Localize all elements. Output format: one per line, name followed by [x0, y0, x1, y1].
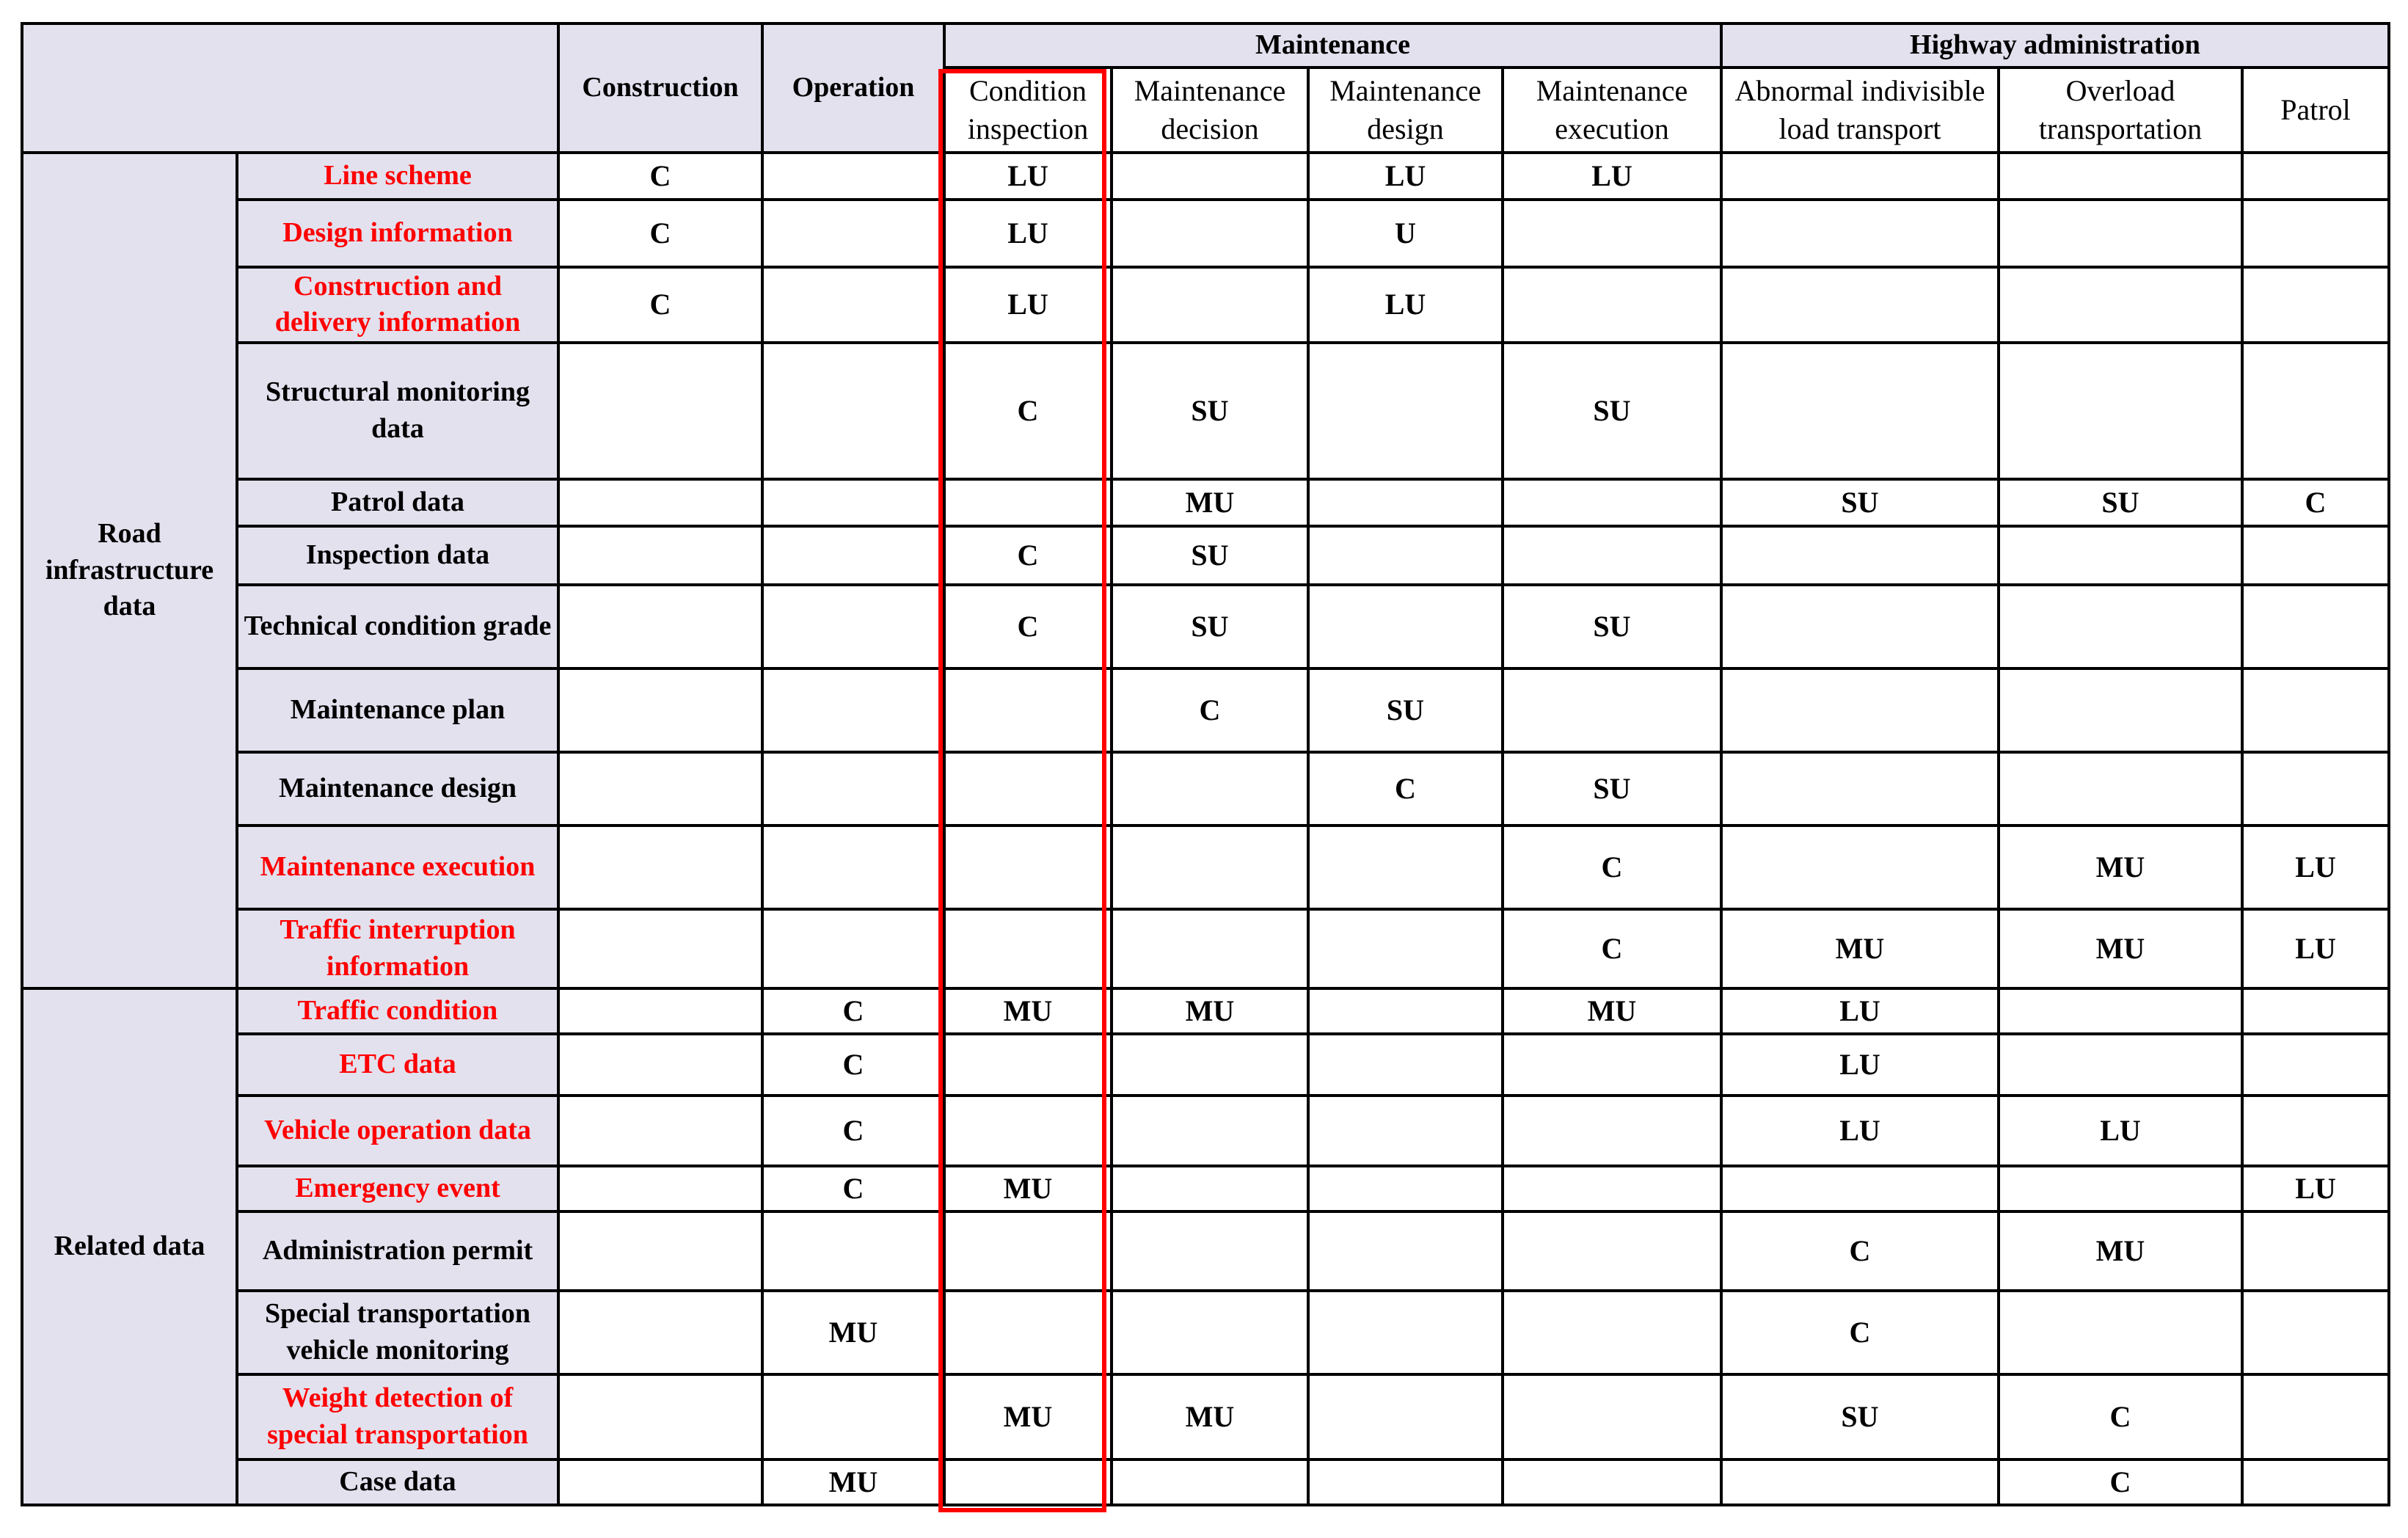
cell-construction	[558, 1459, 762, 1505]
cell-operation: C	[762, 988, 944, 1034]
cell-abnormal-load-transport	[1721, 1459, 1999, 1505]
cell-overload-transportation	[1999, 988, 2242, 1034]
cell-construction: C	[558, 200, 762, 267]
cell-maintenance-execution: MU	[1503, 988, 1721, 1034]
cell-maintenance-execution	[1503, 1459, 1721, 1505]
cell-abnormal-load-transport	[1721, 752, 1999, 826]
cell-condition-inspection: MU	[944, 988, 1112, 1034]
cell-overload-transportation: C	[1999, 1459, 2242, 1505]
cell-overload-transportation	[1999, 585, 2242, 668]
row-label-weight-detection-of-special-transportation: Weight detection of special transportation	[237, 1374, 558, 1459]
cell-maintenance-decision	[1112, 826, 1308, 909]
cell-condition-inspection	[944, 1034, 1112, 1096]
cell-operation	[762, 585, 944, 668]
cell-operation	[762, 479, 944, 526]
cell-construction	[558, 988, 762, 1034]
cell-maintenance-decision	[1112, 153, 1308, 200]
cell-abnormal-load-transport: C	[1721, 1291, 1999, 1374]
cell-construction	[558, 668, 762, 752]
cell-patrol: LU	[2242, 1166, 2389, 1211]
cell-construction	[558, 1166, 762, 1211]
cell-overload-transportation	[1999, 1166, 2242, 1211]
cell-maintenance-execution	[1503, 526, 1721, 585]
cell-patrol	[2242, 668, 2389, 752]
cell-overload-transportation	[1999, 526, 2242, 585]
cell-maintenance-decision	[1112, 1166, 1308, 1211]
row-label-traffic-interruption-information: Traffic interruption information	[237, 909, 558, 988]
cell-operation: C	[762, 1166, 944, 1211]
header-highway-administration: Highway administration	[1721, 23, 2389, 68]
cell-condition-inspection	[944, 752, 1112, 826]
cell-construction: C	[558, 267, 762, 343]
data-usage-matrix	[21, 22, 2390, 1506]
header-condition-inspection: Condition inspection	[944, 68, 1112, 153]
table-row	[22, 826, 2389, 909]
cell-maintenance-design	[1308, 826, 1503, 909]
table-row	[22, 909, 2389, 988]
cell-condition-inspection: LU	[944, 200, 1112, 267]
cell-maintenance-design: U	[1308, 200, 1503, 267]
cell-overload-transportation	[1999, 267, 2242, 343]
cell-construction	[558, 1096, 762, 1166]
cell-overload-transportation: SU	[1999, 479, 2242, 526]
row-label-maintenance-design: Maintenance design	[237, 752, 558, 826]
cell-maintenance-execution	[1503, 668, 1721, 752]
row-label-line-scheme: Line scheme	[237, 153, 558, 200]
row-label-case-data: Case data	[237, 1459, 558, 1505]
cell-abnormal-load-transport: SU	[1721, 1374, 1999, 1459]
cell-condition-inspection	[944, 1291, 1112, 1374]
cell-maintenance-decision: MU	[1112, 988, 1308, 1034]
cell-abnormal-load-transport: C	[1721, 1211, 1999, 1291]
table-row	[22, 1291, 2389, 1374]
data-matrix-container	[21, 22, 2390, 1506]
cell-maintenance-design	[1308, 1034, 1503, 1096]
table-row	[22, 200, 2389, 267]
cell-maintenance-design	[1308, 1096, 1503, 1166]
cell-condition-inspection: LU	[944, 267, 1112, 343]
table-row	[22, 1374, 2389, 1459]
cell-operation: C	[762, 1034, 944, 1096]
cell-patrol	[2242, 1034, 2389, 1096]
cell-abnormal-load-transport	[1721, 200, 1999, 267]
cell-maintenance-decision	[1112, 1459, 1308, 1505]
row-label-design-information: Design information	[237, 200, 558, 267]
cell-maintenance-design: LU	[1308, 153, 1503, 200]
cell-maintenance-execution: LU	[1503, 153, 1721, 200]
cell-maintenance-design	[1308, 1211, 1503, 1291]
table-row	[22, 988, 2389, 1034]
cell-maintenance-execution	[1503, 479, 1721, 526]
cell-condition-inspection: MU	[944, 1166, 1112, 1211]
cell-maintenance-execution: SU	[1503, 752, 1721, 826]
cell-overload-transportation	[1999, 1291, 2242, 1374]
cell-patrol	[2242, 585, 2389, 668]
cell-maintenance-decision: C	[1112, 668, 1308, 752]
cell-condition-inspection: MU	[944, 1374, 1112, 1459]
cell-operation	[762, 909, 944, 988]
cell-maintenance-decision: SU	[1112, 343, 1308, 479]
cell-maintenance-design: C	[1308, 752, 1503, 826]
cell-operation	[762, 267, 944, 343]
header-patrol: Patrol	[2242, 68, 2389, 153]
cell-operation	[762, 752, 944, 826]
cell-construction	[558, 752, 762, 826]
cell-condition-inspection	[944, 909, 1112, 988]
cell-patrol	[2242, 343, 2389, 479]
header-maintenance-decision: Maintenance decision	[1112, 68, 1308, 153]
cell-condition-inspection	[944, 668, 1112, 752]
cell-overload-transportation	[1999, 1034, 2242, 1096]
cell-overload-transportation: MU	[1999, 1211, 2242, 1291]
cell-patrol	[2242, 1374, 2389, 1459]
cell-overload-transportation: MU	[1999, 909, 2242, 988]
cell-patrol: C	[2242, 479, 2389, 526]
cell-construction	[558, 343, 762, 479]
header-construction: Construction	[558, 23, 762, 153]
cell-operation	[762, 153, 944, 200]
cell-maintenance-decision	[1112, 1034, 1308, 1096]
cell-operation	[762, 526, 944, 585]
cell-abnormal-load-transport: MU	[1721, 909, 1999, 988]
cell-maintenance-design	[1308, 988, 1503, 1034]
cell-maintenance-design	[1308, 1374, 1503, 1459]
cell-patrol	[2242, 988, 2389, 1034]
cell-abnormal-load-transport: SU	[1721, 479, 1999, 526]
cell-patrol	[2242, 267, 2389, 343]
cell-abnormal-load-transport	[1721, 585, 1999, 668]
cell-maintenance-decision: MU	[1112, 479, 1308, 526]
cell-operation	[762, 343, 944, 479]
table-row	[22, 526, 2389, 585]
cell-construction	[558, 1034, 762, 1096]
cell-maintenance-design	[1308, 1291, 1503, 1374]
cell-construction	[558, 585, 762, 668]
cell-maintenance-design	[1308, 1166, 1503, 1211]
cell-construction	[558, 826, 762, 909]
cell-abnormal-load-transport	[1721, 668, 1999, 752]
table-row	[22, 1459, 2389, 1505]
cell-condition-inspection	[944, 1459, 1112, 1505]
cell-construction	[558, 909, 762, 988]
cell-condition-inspection	[944, 1211, 1112, 1291]
cell-maintenance-design	[1308, 1459, 1503, 1505]
cell-condition-inspection	[944, 826, 1112, 909]
row-label-inspection-data: Inspection data	[237, 526, 558, 585]
table-row	[22, 585, 2389, 668]
cell-abnormal-load-transport	[1721, 343, 1999, 479]
header-maintenance: Maintenance	[944, 23, 1721, 68]
cell-construction	[558, 526, 762, 585]
cell-patrol	[2242, 200, 2389, 267]
header-maintenance-design: Maintenance design	[1308, 68, 1503, 153]
cell-overload-transportation	[1999, 153, 2242, 200]
row-label-vehicle-operation-data: Vehicle operation data	[237, 1096, 558, 1166]
cell-patrol	[2242, 153, 2389, 200]
cell-patrol	[2242, 1291, 2389, 1374]
cell-operation: MU	[762, 1291, 944, 1374]
cell-construction	[558, 479, 762, 526]
cell-maintenance-execution: C	[1503, 826, 1721, 909]
cell-operation	[762, 826, 944, 909]
cell-maintenance-execution	[1503, 1211, 1721, 1291]
row-label-special-transportation-vehicle-monitoring: Special transportation vehicle monitoring	[237, 1291, 558, 1374]
cell-condition-inspection: LU	[944, 153, 1112, 200]
table-row	[22, 752, 2389, 826]
header-corner	[22, 23, 558, 153]
cell-patrol	[2242, 526, 2389, 585]
row-label-maintenance-execution: Maintenance execution	[237, 826, 558, 909]
cell-maintenance-decision	[1112, 200, 1308, 267]
cell-condition-inspection	[944, 479, 1112, 526]
table-row	[22, 1166, 2389, 1211]
cell-operation	[762, 200, 944, 267]
table-row	[22, 1211, 2389, 1291]
cell-overload-transportation	[1999, 343, 2242, 479]
cell-maintenance-decision	[1112, 752, 1308, 826]
cell-maintenance-execution	[1503, 1374, 1721, 1459]
cell-condition-inspection: C	[944, 526, 1112, 585]
header-overload-transportation: Overload transportation	[1999, 68, 2242, 153]
table-row	[22, 1034, 2389, 1096]
cell-maintenance-decision: MU	[1112, 1374, 1308, 1459]
cell-overload-transportation	[1999, 668, 2242, 752]
cell-operation: MU	[762, 1459, 944, 1505]
row-label-emergency-event: Emergency event	[237, 1166, 558, 1211]
cell-maintenance-design	[1308, 526, 1503, 585]
cell-abnormal-load-transport	[1721, 826, 1999, 909]
row-label-patrol-data: Patrol data	[237, 479, 558, 526]
cell-overload-transportation	[1999, 752, 2242, 826]
cell-maintenance-design: LU	[1308, 267, 1503, 343]
cell-maintenance-decision	[1112, 267, 1308, 343]
cell-maintenance-decision	[1112, 1291, 1308, 1374]
cell-maintenance-design	[1308, 479, 1503, 526]
cell-maintenance-decision	[1112, 1211, 1308, 1291]
cell-maintenance-execution: SU	[1503, 343, 1721, 479]
cell-construction: C	[558, 153, 762, 200]
cell-maintenance-execution	[1503, 1096, 1721, 1166]
table-row	[22, 1096, 2389, 1166]
cell-abnormal-load-transport: LU	[1721, 988, 1999, 1034]
cell-maintenance-execution: C	[1503, 909, 1721, 988]
cell-abnormal-load-transport: LU	[1721, 1096, 1999, 1166]
cell-construction	[558, 1211, 762, 1291]
table-row	[22, 153, 2389, 200]
cell-overload-transportation: MU	[1999, 826, 2242, 909]
cell-maintenance-execution	[1503, 1291, 1721, 1374]
header-operation: Operation	[762, 23, 944, 153]
cell-maintenance-design: SU	[1308, 668, 1503, 752]
row-label-technical-condition-grade: Technical condition grade	[237, 585, 558, 668]
cell-overload-transportation	[1999, 200, 2242, 267]
cell-abnormal-load-transport	[1721, 267, 1999, 343]
row-label-construction-and-delivery-information: Construction and delivery information	[237, 267, 558, 343]
header-maintenance-execution: Maintenance execution	[1503, 68, 1721, 153]
cell-patrol	[2242, 1459, 2389, 1505]
cell-abnormal-load-transport	[1721, 153, 1999, 200]
cell-maintenance-design	[1308, 909, 1503, 988]
cell-patrol	[2242, 1096, 2389, 1166]
row-label-etc-data: ETC data	[237, 1034, 558, 1096]
cell-overload-transportation: LU	[1999, 1096, 2242, 1166]
row-label-administration-permit: Administration permit	[237, 1211, 558, 1291]
cell-maintenance-execution	[1503, 200, 1721, 267]
row-label-maintenance-plan: Maintenance plan	[237, 668, 558, 752]
group-related-data: Related data	[22, 988, 237, 1505]
cell-operation	[762, 668, 944, 752]
group-road-infrastructure-data: Road infrastructure data	[22, 153, 237, 988]
cell-maintenance-design	[1308, 585, 1503, 668]
cell-maintenance-execution	[1503, 267, 1721, 343]
cell-condition-inspection	[944, 1096, 1112, 1166]
cell-maintenance-decision	[1112, 1096, 1308, 1166]
cell-operation	[762, 1211, 944, 1291]
cell-abnormal-load-transport	[1721, 526, 1999, 585]
cell-maintenance-execution	[1503, 1034, 1721, 1096]
cell-maintenance-decision: SU	[1112, 585, 1308, 668]
cell-patrol: LU	[2242, 826, 2389, 909]
row-label-traffic-condition: Traffic condition	[237, 988, 558, 1034]
cell-condition-inspection: C	[944, 585, 1112, 668]
cell-maintenance-execution: SU	[1503, 585, 1721, 668]
cell-operation: C	[762, 1096, 944, 1166]
cell-operation	[762, 1374, 944, 1459]
cell-patrol: LU	[2242, 909, 2389, 988]
cell-condition-inspection: C	[944, 343, 1112, 479]
cell-maintenance-design	[1308, 343, 1503, 479]
cell-maintenance-execution	[1503, 1166, 1721, 1211]
table-row	[22, 479, 2389, 526]
table-row	[22, 668, 2389, 752]
cell-construction	[558, 1374, 762, 1459]
cell-patrol	[2242, 752, 2389, 826]
cell-maintenance-decision: SU	[1112, 526, 1308, 585]
cell-patrol	[2242, 1211, 2389, 1291]
cell-overload-transportation: C	[1999, 1374, 2242, 1459]
header-abnormal-indivisible-load-transport: Abnormal indivisible load transport	[1721, 68, 1999, 153]
cell-abnormal-load-transport: LU	[1721, 1034, 1999, 1096]
cell-maintenance-decision	[1112, 909, 1308, 988]
cell-abnormal-load-transport	[1721, 1166, 1999, 1211]
row-label-structural-monitoring-data: Structural monitoring data	[237, 343, 558, 479]
table-row	[22, 343, 2389, 479]
table-row	[22, 267, 2389, 343]
cell-construction	[558, 1291, 762, 1374]
